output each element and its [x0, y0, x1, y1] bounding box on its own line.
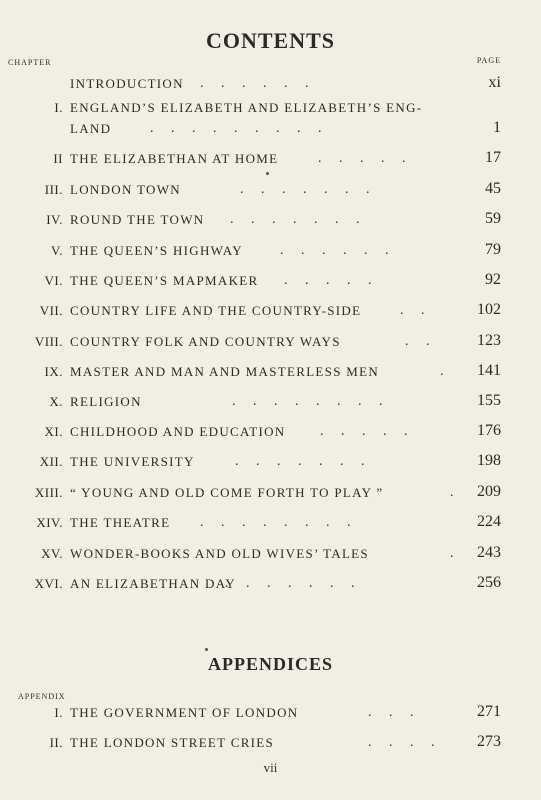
toc-number: XVI.: [34, 576, 63, 591]
toc-leader-dots: . .: [405, 334, 430, 349]
toc-leader-dots: . . . . . . .: [235, 454, 365, 469]
toc-leader-dots: .: [450, 546, 454, 561]
toc-title: COUNTRY FOLK AND COUNTRY WAYS: [70, 334, 341, 349]
toc-row: [0, 485, 541, 509]
toc-leader-dots: . . . . . .: [200, 76, 309, 91]
toc-leader-dots: . . . . . . .: [240, 182, 370, 197]
toc-title: WONDER-BOOKS AND OLD WIVES’ TALES: [70, 546, 369, 561]
toc-title: THE ELIZABETHAN AT HOME: [70, 151, 279, 166]
toc-page-number: 155: [477, 392, 501, 409]
toc-title: THE THEATRE: [70, 515, 171, 530]
toc-title: LAND: [70, 121, 112, 136]
page-title: CONTENTS: [205, 28, 336, 53]
appendix-number: I.: [54, 705, 63, 720]
appendix-number: II.: [49, 735, 63, 750]
toc-title: CHILDHOOD AND EDUCATION: [70, 424, 286, 439]
toc-row: [0, 243, 541, 267]
toc-number: IX.: [44, 364, 63, 379]
toc-leader-dots: . . . . . .: [280, 243, 389, 258]
chapter-column-header: CHAPTER: [8, 58, 52, 67]
appendix-title: THE LONDON STREET CRIES: [70, 735, 275, 750]
appendix-title: THE GOVERNMENT OF LONDON: [70, 705, 299, 720]
toc-number: V.: [51, 243, 63, 258]
toc-leader-dots: . . . . . . . . .: [150, 121, 322, 136]
toc-page-number: 59: [485, 210, 501, 227]
appendix-page-number: 273: [477, 733, 501, 750]
toc-row: [0, 273, 541, 297]
toc-row: [0, 76, 541, 100]
toc-row: [0, 424, 541, 448]
toc-number: XIII.: [34, 485, 63, 500]
toc-leader-dots: . . . . .: [284, 273, 372, 288]
toc-page-number: 79: [485, 241, 501, 258]
toc-page-number: 243: [477, 544, 501, 561]
toc-number: VI.: [44, 273, 63, 288]
toc-title: ROUND THE TOWN: [70, 212, 205, 227]
toc-number: XI.: [44, 424, 63, 439]
toc-number: XII.: [39, 454, 63, 469]
toc-page-number: 123: [477, 332, 501, 349]
toc-title: “ YOUNG AND OLD COME FORTH TO PLAY ”: [70, 485, 384, 500]
toc-row: [0, 121, 541, 145]
toc-page-number: 45: [485, 180, 501, 197]
toc-row: [0, 394, 541, 418]
toc-title: MASTER AND MAN AND MASTERLESS MEN: [70, 364, 380, 379]
toc-page-number: 17: [485, 149, 501, 166]
toc-leader-dots: . . . . .: [320, 424, 408, 439]
toc-number: XV.: [41, 546, 63, 561]
toc-title: INTRODUCTION: [70, 76, 184, 91]
paper-speck: [205, 648, 208, 651]
toc-title: LONDON TOWN: [70, 182, 181, 197]
toc-leader-dots: . . . . . . . .: [200, 515, 351, 530]
appendix-row: [0, 735, 541, 759]
toc-page-number: 176: [477, 422, 501, 439]
page-column-header: PAGE: [476, 56, 501, 65]
toc-number: III.: [44, 182, 63, 197]
toc-row: [0, 364, 541, 388]
toc-page-number: xi: [488, 74, 501, 91]
toc-leader-dots: . . . . . . .: [225, 576, 355, 591]
appendix-page-number: 271: [477, 703, 501, 720]
toc-row: [0, 546, 541, 570]
toc-page-number: 256: [477, 574, 501, 591]
toc-page-number: 209: [477, 483, 501, 500]
appendix-leader-dots: . . .: [368, 705, 414, 720]
toc-page-number: 102: [477, 301, 501, 318]
toc-title: AN ELIZABETHAN DAY: [70, 576, 236, 591]
toc-row: [0, 515, 541, 539]
page-number: vii: [263, 760, 278, 775]
paper-speck: [266, 172, 269, 175]
toc-leader-dots: . . . . . . .: [230, 212, 360, 227]
toc-row: [0, 576, 541, 600]
toc-number: VIII.: [34, 334, 63, 349]
toc-number: IV.: [46, 212, 63, 227]
toc-number: I.: [54, 100, 63, 115]
toc-title: RELIGION: [70, 394, 142, 409]
toc-title: ENGLAND’S ELIZABETH AND ELIZABETH’S ENG-: [70, 100, 423, 115]
appendices-title: APPENDICES: [207, 654, 333, 674]
toc-number: VII.: [39, 303, 63, 318]
toc-page-number: 141: [477, 362, 501, 379]
toc-leader-dots: . .: [400, 303, 425, 318]
toc-number: II: [53, 151, 63, 166]
toc-title: COUNTRY LIFE AND THE COUNTRY-SIDE: [70, 303, 362, 318]
toc-row: [0, 151, 541, 175]
toc-leader-dots: .: [450, 485, 454, 500]
toc-title: THE UNIVERSITY: [70, 454, 195, 469]
appendix-leader-dots: . . . .: [368, 735, 435, 750]
toc-leader-dots: .: [440, 364, 444, 379]
toc-number: X.: [49, 394, 63, 409]
appendix-row: [0, 705, 541, 729]
toc-leader-dots: . . . . .: [318, 151, 406, 166]
toc-row: [0, 303, 541, 327]
toc-title: THE QUEEN’S MAPMAKER: [70, 273, 259, 288]
toc-row: [0, 212, 541, 236]
toc-page-number: 198: [477, 452, 501, 469]
toc-row: [0, 182, 541, 206]
toc-title: THE QUEEN’S HIGHWAY: [70, 243, 243, 258]
toc-page-number: 224: [477, 513, 501, 530]
appendix-column-header: APPENDIX: [18, 692, 66, 701]
toc-number: XIV.: [36, 515, 63, 530]
toc-page-number: 92: [485, 271, 501, 288]
toc-leader-dots: . . . . . . . .: [232, 394, 383, 409]
toc-row: [0, 334, 541, 358]
toc-row: [0, 454, 541, 478]
toc-page-number: 1: [493, 119, 501, 136]
